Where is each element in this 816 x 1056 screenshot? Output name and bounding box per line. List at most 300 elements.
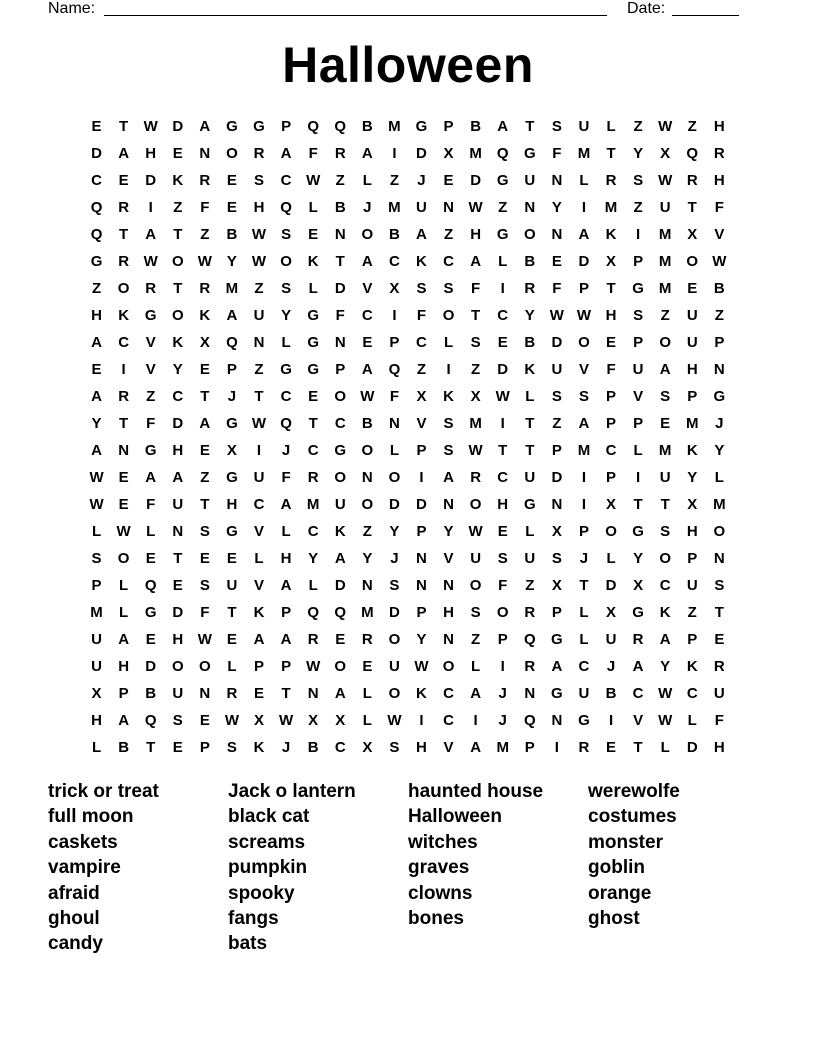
grid-letter: L [687, 712, 697, 729]
grid-letter: G [713, 388, 726, 405]
grid-letter: K [118, 307, 130, 324]
grid-letter: J [281, 442, 291, 459]
grid-letter: K [686, 442, 698, 459]
grid-row [83, 140, 733, 167]
grid-letter: T [119, 118, 129, 135]
grid-letter: D [497, 361, 509, 378]
grid-letter: X [254, 712, 265, 729]
grid-letter: F [308, 145, 318, 162]
grid-letter: C [443, 253, 454, 270]
grid-row [83, 383, 733, 410]
grid-letter: N [199, 145, 211, 162]
grid-letter: Z [714, 307, 724, 324]
grid-letter: S [389, 577, 400, 594]
grid-letter: A [632, 658, 644, 675]
grid-letter: O [334, 469, 347, 486]
grid-letter: D [145, 658, 157, 675]
grid-letter: A [199, 118, 211, 135]
grid-letter: A [551, 658, 563, 675]
word-bank [48, 779, 768, 957]
grid-letter: H [226, 496, 238, 513]
grid-letter: J [579, 550, 589, 567]
grid-letter: L [308, 577, 318, 594]
grid-letter: K [524, 361, 536, 378]
grid-letter: W [658, 712, 673, 729]
grid-letter: N [551, 172, 563, 189]
grid-letter: R [118, 388, 130, 405]
grid-letter: A [145, 469, 157, 486]
grid-letter: P [606, 388, 617, 405]
grid-letter: F [552, 145, 562, 162]
grid-letter: X [606, 253, 617, 270]
grid-letter: M [469, 145, 482, 162]
grid-letter: U [91, 631, 102, 648]
grid-letter: N [443, 199, 454, 216]
grid-letter: A [280, 631, 292, 648]
grid-letter: O [605, 523, 617, 540]
grid-letter: D [388, 496, 400, 513]
grid-letter: M [361, 604, 374, 621]
grid-letter: W [116, 523, 131, 540]
grid-letter: N [388, 415, 400, 432]
grid-letter: P [389, 334, 400, 351]
grid-letter: P [281, 658, 292, 675]
grid-letter: C [307, 523, 319, 540]
grid-letter: P [443, 118, 454, 135]
word-bank-item: clowns [408, 882, 473, 904]
grid-letter: S [172, 712, 183, 729]
grid-letter: M [469, 415, 482, 432]
grid-letter: P [91, 577, 102, 594]
grid-letter: E [606, 739, 617, 756]
grid-letter: H [497, 496, 509, 513]
grid-letter: K [659, 604, 671, 621]
grid-letter: C [280, 388, 292, 405]
grid-letter: L [525, 523, 535, 540]
grid-letter: X [91, 685, 102, 702]
date-blank-line [672, 15, 739, 16]
grid-letter: E [226, 172, 237, 189]
grid-letter: A [497, 118, 509, 135]
grid-letter: I [392, 145, 397, 162]
grid-letter: Z [471, 361, 481, 378]
grid-letter: N [172, 523, 184, 540]
grid-letter: Y [226, 253, 237, 270]
grid-letter: O [388, 631, 401, 648]
grid-letter: C [307, 442, 319, 459]
grid-letter: O [361, 226, 374, 243]
grid-letter: T [714, 604, 724, 621]
grid-letter: X [226, 442, 237, 459]
grid-letter: P [606, 469, 617, 486]
grid-letter: N [334, 226, 346, 243]
grid-letter: W [143, 118, 158, 135]
grid-letter: S [578, 388, 589, 405]
grid-letter: D [578, 253, 590, 270]
grid-letter: K [253, 739, 265, 756]
grid-letter: Y [389, 523, 400, 540]
word-bank-item: witches [408, 831, 478, 853]
grid-row [83, 221, 733, 248]
grid-letter: Z [200, 226, 210, 243]
grid-letter: W [468, 523, 483, 540]
grid-letter: O [523, 226, 536, 243]
word-bank-item: Halloween [408, 806, 502, 828]
grid-letter: E [226, 631, 237, 648]
grid-letter: R [632, 631, 644, 648]
grid-letter: G [144, 307, 157, 324]
grid-letter: N [334, 334, 346, 351]
grid-letter: S [281, 226, 292, 243]
grid-letter: T [173, 280, 183, 297]
grid-letter: B [307, 739, 319, 756]
grid-letter: M [713, 496, 726, 513]
grid-letter: V [443, 550, 454, 567]
grid-letter: Y [714, 442, 725, 459]
grid-letter: Z [443, 226, 454, 243]
grid-letter: O [686, 253, 699, 270]
grid-letter: I [636, 226, 641, 243]
word-column [408, 779, 588, 957]
grid-letter: L [579, 631, 589, 648]
grid-letter: W [251, 415, 267, 432]
grid-letter: E [497, 334, 508, 351]
grid-letter: G [253, 118, 265, 135]
grid-letter: R [361, 631, 373, 648]
grid-letter: A [361, 361, 373, 378]
grid-letter: Q [90, 199, 103, 216]
grid-letter: Y [524, 307, 535, 324]
grid-letter: E [199, 712, 210, 729]
grid-letter: P [416, 442, 427, 459]
grid-letter: A [199, 415, 211, 432]
grid-row [83, 356, 733, 383]
grid-letter: F [335, 307, 345, 324]
grid-letter: C [578, 658, 590, 675]
grid-letter: S [416, 280, 427, 297]
grid-letter: V [578, 361, 589, 378]
grid-row [83, 248, 733, 275]
grid-letter: F [606, 361, 616, 378]
grid-letter: T [525, 118, 535, 135]
grid-letter: E [199, 361, 210, 378]
grid-letter: E [308, 226, 319, 243]
grid-letter: O [469, 496, 482, 513]
grid-letter: N [416, 550, 427, 567]
grid-letter: N [524, 199, 536, 216]
grid-letter: L [362, 685, 372, 702]
grid-letter: W [712, 253, 727, 270]
grid-letter: E [172, 739, 183, 756]
grid-letter: R [713, 658, 725, 675]
grid-letter: A [578, 226, 590, 243]
grid-letter: O [578, 334, 590, 351]
grid-letter: B [713, 280, 725, 297]
grid-letter: B [388, 226, 400, 243]
grid-letter: H [443, 604, 454, 621]
grid-letter: E [335, 631, 346, 648]
word-bank-item: ghoul [48, 908, 100, 930]
grid-letter: U [686, 307, 698, 324]
grid-letter: P [226, 361, 237, 378]
grid-letter: D [605, 577, 617, 594]
grid-letter: E [91, 118, 102, 135]
grid-letter: D [470, 172, 482, 189]
grid-letter: P [254, 658, 265, 675]
grid-letter: M [577, 145, 591, 162]
grid-letter: P [335, 361, 346, 378]
grid-letter: C [253, 496, 265, 513]
grid-letter: W [658, 118, 673, 135]
grid-letter: E [118, 469, 129, 486]
grid-letter: G [632, 280, 644, 297]
word-search-grid [83, 113, 733, 761]
grid-letter: W [89, 496, 104, 513]
grid-letter: A [280, 496, 292, 513]
grid-letter: Q [90, 226, 103, 243]
grid-letter: U [686, 577, 698, 594]
grid-letter: G [632, 604, 644, 621]
grid-letter: S [443, 280, 454, 297]
grid-letter: O [171, 253, 184, 270]
grid-letter: W [251, 226, 267, 243]
grid-letter: S [497, 550, 508, 567]
word-bank-item: orange [588, 882, 652, 904]
grid-letter: U [551, 361, 563, 378]
grid-letter: E [362, 658, 373, 675]
grid-letter: O [226, 145, 238, 162]
page-title: Halloween [282, 37, 534, 93]
grid-letter: O [117, 280, 130, 297]
grid-letter: P [578, 523, 589, 540]
grid-letter: W [360, 388, 375, 405]
grid-letter: I [554, 739, 559, 756]
grid-letter: L [579, 604, 589, 621]
grid-letter: J [227, 388, 237, 405]
grid-letter: M [658, 253, 672, 270]
grid-letter: R [118, 253, 130, 270]
grid-letter: C [334, 739, 346, 756]
grid-letter: I [473, 712, 478, 729]
grid-letter: J [281, 739, 291, 756]
grid-row [83, 194, 733, 221]
grid-letter: V [362, 280, 373, 297]
grid-letter: M [388, 199, 401, 216]
grid-letter: U [632, 361, 644, 378]
date-label: Date: [627, 0, 666, 17]
grid-letter: Q [523, 712, 536, 729]
word-bank-item: bats [228, 933, 268, 955]
grid-letter: R [199, 172, 211, 189]
grid-letter: Y [443, 523, 454, 540]
grid-letter: R [334, 145, 346, 162]
grid-letter: U [659, 469, 671, 486]
grid-letter: L [443, 334, 454, 351]
grid-row [83, 275, 733, 302]
grid-letter: C [361, 307, 373, 324]
grid-letter: O [334, 658, 347, 675]
grid-letter: G [496, 172, 509, 189]
grid-letter: N [118, 442, 130, 459]
grid-letter: J [715, 415, 724, 432]
grid-letter: V [443, 739, 454, 756]
grid-letter: A [659, 631, 671, 648]
grid-letter: W [468, 199, 483, 216]
grid-letter: R [578, 739, 590, 756]
grid-letter: U [172, 685, 184, 702]
grid-letter: I [500, 415, 505, 432]
grid-letter: E [172, 577, 183, 594]
grid-letter: T [633, 496, 643, 513]
grid-letter: D [416, 496, 427, 513]
word-bank-item: vampire [48, 857, 121, 879]
grid-letter: R [713, 145, 725, 162]
grid-letter: H [470, 226, 482, 243]
grid-letter: S [389, 739, 400, 756]
grid-letter: A [334, 550, 346, 567]
grid-letter: L [606, 550, 616, 567]
grid-letter: I [392, 307, 397, 324]
grid-letter: E [443, 172, 454, 189]
grid-letter: B [470, 118, 482, 135]
grid-letter: E [497, 523, 508, 540]
grid-letter: E [254, 685, 265, 702]
grid-letter: G [144, 442, 157, 459]
grid-letter: I [419, 469, 424, 486]
grid-letter: J [498, 685, 507, 702]
grid-letter: Z [552, 415, 562, 432]
grid-letter: C [497, 469, 509, 486]
grid-letter: H [686, 523, 698, 540]
grid-letter: Q [334, 604, 347, 621]
grid-letter: Z [633, 118, 643, 135]
grid-letter: Z [389, 172, 399, 189]
grid-letter: N [551, 226, 563, 243]
grid-letter: G [226, 415, 238, 432]
grid-letter: O [334, 388, 347, 405]
grid-letter: P [687, 550, 698, 567]
grid-letter: N [524, 685, 536, 702]
grid-letter: Q [144, 577, 157, 594]
grid-letter: N [443, 496, 454, 513]
grid-letter: F [416, 307, 427, 324]
grid-letter: G [307, 361, 319, 378]
grid-letter: S [660, 523, 671, 540]
grid-letter: L [281, 334, 291, 351]
grid-letter: C [443, 685, 454, 702]
grid-letter: T [525, 442, 535, 459]
grid-letter: V [633, 388, 644, 405]
grid-letter: U [253, 469, 265, 486]
grid-letter: G [226, 118, 238, 135]
grid-letter: Z [633, 199, 643, 216]
grid-letter: M [225, 280, 239, 297]
grid-letter: Z [146, 388, 156, 405]
grid-letter: B [226, 226, 238, 243]
grid-letter: P [281, 118, 292, 135]
word-bank-item: haunted house [408, 781, 544, 802]
grid-letter: Q [686, 145, 699, 162]
grid-letter: L [308, 280, 318, 297]
grid-letter: Z [498, 199, 508, 216]
grid-letter: O [117, 550, 130, 567]
word-bank-item: graves [408, 857, 470, 879]
grid-letter: A [470, 685, 482, 702]
grid-letter: A [91, 388, 102, 405]
grid-letter: R [145, 280, 157, 297]
grid-letter: T [254, 388, 264, 405]
grid-letter: E [362, 334, 373, 351]
grid-letter: X [335, 712, 346, 729]
grid-letter: R [307, 469, 319, 486]
grid-letter: E [606, 334, 617, 351]
grid-letter: P [416, 523, 427, 540]
grid-letter: S [254, 172, 265, 189]
grid-letter: N [416, 577, 427, 594]
grid-letter: L [254, 550, 264, 567]
grid-letter: Z [362, 523, 372, 540]
word-bank-item: goblin [588, 857, 645, 879]
grid-letter: K [416, 253, 427, 270]
grid-letter: F [281, 469, 291, 486]
grid-letter: X [389, 280, 400, 297]
grid-letter: E [226, 199, 237, 216]
grid-letter: W [306, 172, 321, 189]
grid-letter: N [443, 631, 454, 648]
grid-letter: A [172, 469, 184, 486]
grid-letter: M [90, 604, 103, 621]
grid-letter: H [605, 307, 617, 324]
grid-letter: R [524, 658, 536, 675]
grid-letter: R [470, 469, 482, 486]
grid-letter: C [497, 307, 509, 324]
grid-letter: G [307, 307, 319, 324]
grid-letter: O [361, 496, 374, 513]
grid-letter: F [146, 415, 156, 432]
grid-letter: N [361, 577, 373, 594]
word-bank-item: ghost [588, 908, 640, 930]
grid-letter: T [660, 496, 670, 513]
grid-letter: T [200, 496, 210, 513]
grid-letter: S [91, 550, 102, 567]
grid-letter: K [686, 658, 698, 675]
grid-letter: J [498, 712, 507, 729]
grid-letter: I [121, 361, 126, 378]
grid-letter: C [659, 577, 671, 594]
grid-letter: Q [388, 361, 401, 378]
grid-letter: E [308, 388, 319, 405]
grid-letter: A [280, 145, 292, 162]
grid-letter: I [419, 712, 424, 729]
grid-letter: P [281, 604, 292, 621]
grid-letter: S [281, 280, 292, 297]
grid-letter: L [91, 739, 102, 756]
grid-letter: O [469, 577, 482, 594]
grid-letter: M [306, 496, 320, 513]
grid-letter: M [388, 118, 401, 135]
grid-letter: L [606, 118, 616, 135]
grid-letter: D [145, 172, 157, 189]
word-bank-item: werewolfe [588, 781, 680, 802]
grid-row [83, 302, 733, 329]
grid-letter: U [334, 496, 346, 513]
grid-letter: X [470, 388, 481, 405]
grid-letter: Q [334, 118, 347, 135]
grid-letter: U [578, 118, 590, 135]
grid-letter: D [686, 739, 698, 756]
grid-letter: R [686, 172, 698, 189]
grid-letter: S [443, 442, 454, 459]
